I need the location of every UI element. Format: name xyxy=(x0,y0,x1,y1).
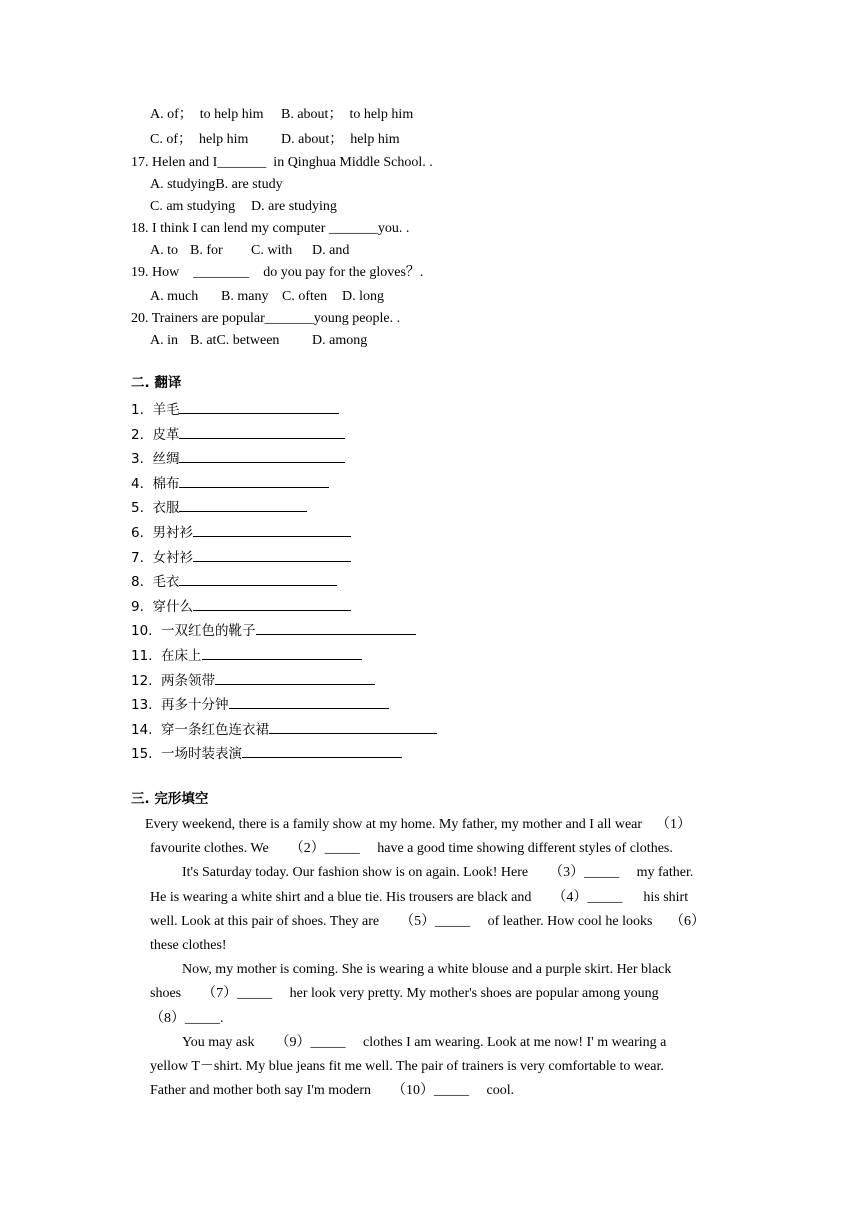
answer-blank xyxy=(229,694,389,709)
translation-item xyxy=(131,743,402,764)
cloze-line: favourite clothes. We （2）_____ have a good time showing different styles of clothes. xyxy=(150,841,673,857)
answer-option: C. of； help him xyxy=(150,132,249,147)
translation-item-label: 7. 女衬衫 xyxy=(131,549,193,566)
cloze-line: shoes （7）_____ her look very pretty. My mother's shoes are popular among young xyxy=(150,986,659,1002)
answer-blank xyxy=(179,399,339,414)
cloze-line: Every weekend, there is a family show at my home. My father, my mother and I all wear （1） xyxy=(145,817,692,832)
translation-item xyxy=(131,399,339,420)
answer-option: B. for xyxy=(190,243,223,258)
translation-item xyxy=(131,448,345,469)
translation-item xyxy=(131,547,351,568)
translation-item-label: 11. 在床上 xyxy=(131,648,202,664)
cloze-line: yellow T－shirt. My blue jeans fit me well. The pair of trainers is very comfortable to wear. xyxy=(150,1059,664,1074)
translation-item xyxy=(131,670,375,691)
answer-blank xyxy=(179,571,337,586)
answer-blank xyxy=(269,719,437,734)
translation-item xyxy=(131,620,416,641)
answer-blank xyxy=(179,473,329,488)
translation-item xyxy=(131,596,351,617)
answer-blank xyxy=(242,743,402,758)
translation-item-label: 12. 两条领带 xyxy=(131,672,216,689)
translation-item xyxy=(131,424,345,445)
cloze-line: Father and mother both say I'm modern （10）_____ cool. xyxy=(150,1083,515,1099)
translation-item-label: 15. 一场时装表演 xyxy=(131,746,243,763)
translation-item-label: 14. 穿一条红色连衣裙 xyxy=(131,721,270,738)
answer-blank xyxy=(215,670,375,685)
translation-item-label: 4. 棉布 xyxy=(131,475,180,492)
translation-item-label: 2. 皮革 xyxy=(131,426,180,443)
answer-blank xyxy=(179,497,307,512)
answer-option: D. about； help him xyxy=(281,132,400,147)
translation-item-label: 13. 再多十分钟 xyxy=(131,697,229,714)
answer-option: B. many xyxy=(221,289,269,304)
answer-option: D. and xyxy=(312,243,350,258)
answer-blank xyxy=(193,596,351,611)
cloze-line: these clothes! xyxy=(150,938,227,953)
answer-option: A. studyingB. are study xyxy=(150,177,283,192)
answer-option: D. are studying xyxy=(251,199,337,214)
answer-option: C. am studying xyxy=(150,199,236,214)
translation-item xyxy=(131,497,307,518)
question-text: 17. Helen and I_______ in Qinghua Middle School. . xyxy=(131,155,433,170)
answer-blank xyxy=(193,547,351,562)
translation-item xyxy=(131,522,351,543)
answer-blank xyxy=(256,620,416,635)
section-title-cloze: 三. 完形填空 xyxy=(131,791,209,807)
translation-item-label: 8. 毛衣 xyxy=(131,574,180,591)
cloze-line: （8）_____. xyxy=(150,1010,224,1026)
translation-item xyxy=(131,694,389,715)
question-text: 18. I think I can lend my computer _______you. . xyxy=(131,221,410,236)
translation-item-label: 10. 一双红色的靴子 xyxy=(131,623,256,640)
translation-item xyxy=(131,571,337,592)
question-text: 20. Trainers are popular_______young people. . xyxy=(131,311,401,326)
translation-item xyxy=(131,719,437,740)
answer-option: A. of； to help him xyxy=(150,107,264,122)
answer-option: B. about； to help him xyxy=(281,107,414,122)
cloze-line: well. Look at this pair of shoes. They are （5）_____ of leather. How cool he looks （6） xyxy=(150,913,705,929)
translation-item-label: 9. 穿什么 xyxy=(131,598,193,615)
translation-item-label: 1. 羊毛 xyxy=(131,402,180,418)
translation-item-label: 6. 男衬衫 xyxy=(131,525,193,541)
translation-item xyxy=(131,473,329,494)
answer-option: B. atC. between xyxy=(190,333,280,348)
answer-blank xyxy=(202,645,362,660)
cloze-line: You may ask （9）_____ clothes I am wearing. Look at me now! I' m wearing a xyxy=(182,1034,667,1050)
answer-blank xyxy=(179,424,345,439)
translation-item xyxy=(131,645,362,666)
translation-item-label: 5. 衣服 xyxy=(131,500,180,517)
answer-option: D. long xyxy=(342,289,384,304)
answer-option: C. often xyxy=(282,289,328,304)
answer-option: A. in xyxy=(150,333,178,348)
answer-blank xyxy=(179,448,345,463)
answer-option: A. to xyxy=(150,243,178,258)
answer-blank xyxy=(193,522,351,537)
cloze-line: It's Saturday today. Our fashion show is on again. Look! Here （3）_____ my father. xyxy=(182,865,694,881)
answer-option: A. much xyxy=(150,289,199,304)
cloze-line: Now, my mother is coming. She is wearing a white blouse and a purple skirt. Her black xyxy=(182,962,672,978)
section-title-translation: 二. 翻译 xyxy=(131,375,182,391)
cloze-line: He is wearing a white shirt and a blue tie. His trousers are black and （4）_____ his shirt xyxy=(150,889,689,905)
question-text: 19. How ________ do you pay for the gloves？. xyxy=(131,265,424,280)
answer-option: D. among xyxy=(312,333,368,348)
translation-item-label: 3. 丝绸 xyxy=(131,451,180,468)
answer-option: C. with xyxy=(251,243,293,258)
